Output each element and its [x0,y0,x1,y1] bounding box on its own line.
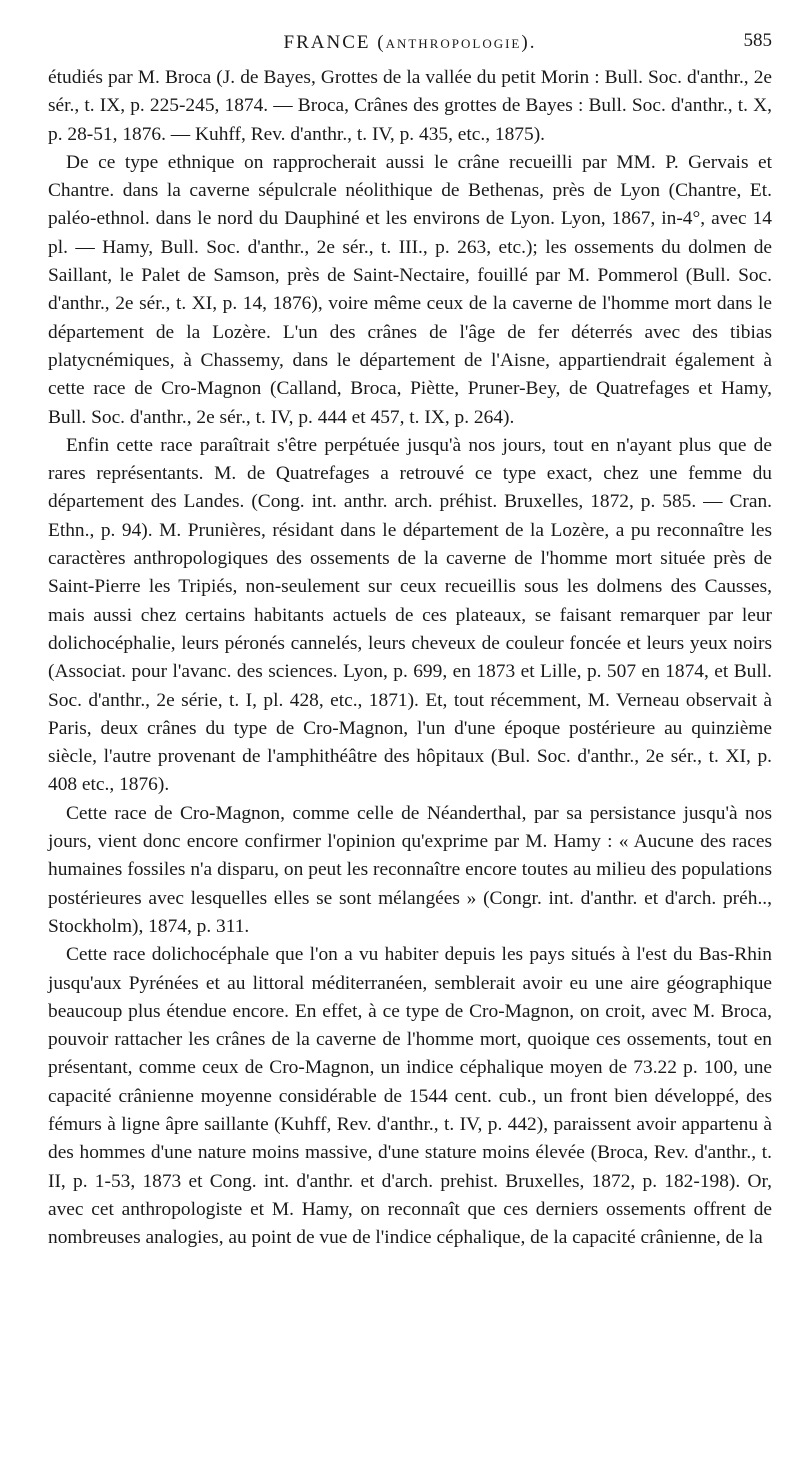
running-title-end: ). [521,32,537,53]
page-number: 585 [743,30,772,51]
paragraph-continued: étudiés par M. Broca (J. de Bayes, Grottes de la vallée du petit Morin : Bull. Soc. d'anthr., 2e sér., t. IX, p. 225-245, 1874. — Broca, Crânes des grottes de Bayes : Bull. Soc. d'anthr., t. X, p. 28-51, 1876. — Kuhff, Rev. d'anthr., t. IV, p. 435, etc., 1875). [48,67,772,145]
paragraph-bethenas: De ce type ethnique on rapprocherait aussi le crâne recueilli par MM. P. Gervais et Chantre. dans la caverne sépulcrale néolithique de Bethenas, près de Lyon (Chantre, Et. paléo-ethnol. dans le nord du Dauphiné et les environs de Lyon. Lyon, 1867, in-4°, avec 14 pl. — Hamy, Bull. Soc. d'anthr., 2e sér., t. III., p. 263, etc.); les ossements du dolmen de Saillant, le Palet de Samson, près de Saint-Nectaire, fouillé par M. Pommerol (Bull. Soc. d'anthr., 2e sér., t. XI, p. 14, 1876), voire même ceux de la caverne de l'homme mort dans le département de la Lozère. L'un des crânes de l'âge de fer déterrés avec des tibias platycnémiques, à Chassemy, dans le département de l'Aisne, appartiendrait également à cette race de Cro-Magnon (Calland, Broca, Piètte, Pruner-Bey, de Quatrefages et Hamy, Bull. Soc. d'anthr., 2e sér., t. IV, p. 444 et 457, t. IX, p. 264). [48,151,772,428]
running-title [48,32,772,54]
paragraph-perpetuation: Enfin cette race paraîtrait s'être perpétuée jusqu'à nos jours, tout en n'ayant plus que de rares représentants. M. de Quatrefages a retrouvé ce type exact, chez une femme du département des Landes. (Cong. int. anthr. arch. préhist. Bruxelles, 1872, p. 585. — Cran. Ethn., p. 94). M. Prunières, résidant dans le département de la Lozère, a pu reconnaître les caractères anthropologiques des ossements de la caverne de l'homme mort située près de Saint-Pierre les Tripiés, non-seulement sur ceux recueillis sous les dolmens des Causses, mais aussi chez certains habitants actuels de ces plateaux, se faisant remarquer par leur dolichocéphalie, leurs péronés cannelés, leurs cheveux de couleur foncée et leurs yeux noirs (Associat. pour l'avanc. des sciences. Lyon, p. 699, en 1873 et Lille, p. 507 en 1874, et Bull. Soc. d'anthr., 2e série, t. I, pl. 428, etc., 1871). Et, tout récemment, M. Verneau observait à Paris, deux crânes du type de Cro-Magnon, l'un d'une époque postérieure au quinzième siècle, l'autre provenant de l'amphithéâtre des hôpitaux (Bul. Soc. d'anthr., 2e sér., t. XI, p. 408 etc., 1876). [48,434,772,796]
paragraph-dolichocephale: Cette race dolichocéphale que l'on a vu habiter depuis les pays situés à l'est du Bas-Rhin jusqu'aux Pyrénées et au littoral méditerranéen, semblerait avoir eu une aire géographique beaucoup plus étendue encore. En effet, à ce type de Cro-Magnon, on croit, avec M. Broca, pouvoir rattacher les crânes de la caverne de l'homme mort, quoique ces ossements, tout en présentant, comme ceux de Cro-Magnon, un indice céphalique moyen de 73.22 p. 100, une capacité crânienne moyenne considérable de 1544 cent. cub., un front bien développé, des fémurs à ligne âpre saillante (Kuhff, Rev. d'anthr., t. IV, p. 442), paraissent avoir appartenu à des hommes d'une nature moins massive, d'une stature moins élevée (Broca, Rev. d'anthr., t. II, p. 1-53, 1873 et Cong. int. d'anthr. et d'arch. prehist. Bruxelles, 1872, p. 182-198). Or, avec cet anthropologiste et M. Hamy, on reconnaît que ces derniers ossements offrent de nombreuses analogies, au point de vue de l'indice céphalique, de la capacité crânienne, de la [48,944,772,1249]
paragraph-hamy-quote: Cette race de Cro-Magnon, comme celle de Néanderthal, par sa persistance jusqu'à nos jours, vient donc encore confirmer l'opinion qu'exprime par M. Hamy : « Aucune des races humaines fossiles n'a disparu, on peut les reconnaître encore toutes au milieu des populations postérieures avec lesquelles elles se sont mélangées » (Congr. int. d'anthr. et d'arch. préh.., Stockholm), 1874, p. 311. [48,802,772,937]
document-page [48,30,772,1252]
running-header [48,30,772,54]
running-title-main: FRANCE ( [283,32,386,53]
running-title-subject: ANTHROPOLOGIE [385,36,522,51]
